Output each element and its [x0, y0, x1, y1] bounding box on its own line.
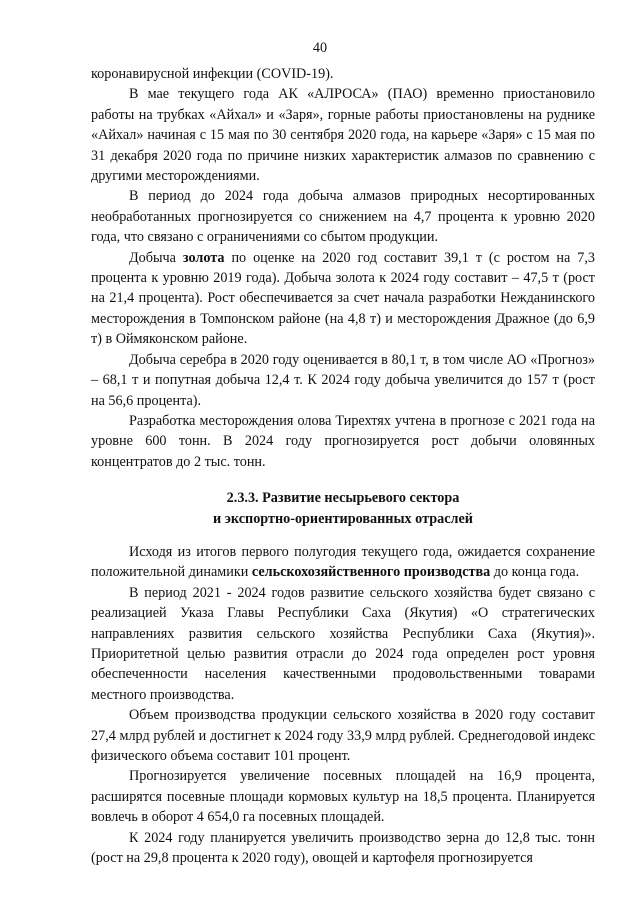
paragraph: В период 2021 - 2024 годов развитие сельского хозяйства будет связано с реализацией Указа Главы Республики Саха (Якутия) «О стратегических направлениях развития сельского хозяйства Республики Саха (Якутия)». Приоритетной целью развития отрасли до 2024 года определен рост уровня обеспеченности населения качественными продовольственными товарами местного производства. [91, 584, 595, 703]
text-run: Добыча [129, 249, 183, 266]
paragraph-silver: Добыча серебра в 2020 году оценивается в 80,1 т, в том числе АО «Прогноз» – 68,1 т и попутная добыча 12,4 т. К 2024 году добыча увеличится до 157 т (рост на 56,6 процента). [91, 351, 595, 409]
paragraph: К 2024 году планируется увеличить производство зерна до 12,8 тыс. тонн (рост на 29,8 процента к 2020 году), овощей и картофеля прогнозируется [91, 829, 595, 867]
bold-term-agriculture: сельскохозяйственного производства [251, 564, 491, 581]
heading-line: и экспортно-ориентированных отраслей [213, 510, 473, 527]
text-run: по оценке на 2020 год составит 39,1 т (с ростом на 7,3 процента к уровню 2019 года). Добыча золота к 2024 году составит – 47,5 т (рост на 21,4 процента). Рост обеспечивается за счет начала разработки Нежданинского месторождения в Томпонском районе (на 4,8 т) и месторождения Дражное (до 6,9 т) в Оймяконском районе. [91, 249, 595, 348]
page-number: 40 [312, 40, 328, 56]
paragraph: Прогнозируется увеличение посевных площадей на 16,9 процента, расширятся посевные площади кормовых культур на 18,5 процента. Планируется вовлечь в оборот 4 654,0 га посевных площадей. [91, 768, 595, 826]
text-run: до конца года. [490, 564, 580, 581]
paragraph-agri-intro [91, 542, 595, 583]
heading-line: 2.3.3. Развитие несырьевого сектора [226, 490, 460, 507]
paragraph: коронавирусной инфекции (COVID-19). [91, 66, 334, 82]
paragraph-gold [91, 248, 595, 350]
paragraph-tin: Разработка месторождения олова Тирехтях учтена в прогнозе с 2021 года на уровне 600 тонн. В 2024 году прогнозируется рост добычи оловянных концентратов до 2 тыс. тонн. [91, 412, 595, 470]
paragraph: В мае текущего года АК «АЛРОСА» (ПАО) временно приостановило работы на трубках «Айхал» и «Заря», горные работы приостановлены на руднике «Айхал» начиная с 15 мая по 30 сентября 2020 года, на карьере «Заря» с 15 мая по 31 декабря 2020 года по причине низких характеристик алмазов по сравнению с другими месторождениями. [91, 86, 595, 185]
section-heading [91, 488, 595, 529]
text-run: Исходя из итогов первого полугодия текущего года, ожидается сохранение положительной динамики [91, 543, 595, 581]
bold-term-gold: золота [182, 249, 225, 266]
paragraph: В период до 2024 года добыча алмазов природных несортированных необработанных прогнозируется со снижением на 4,7 процента к уровню 2020 года, что связано с ограничениями со сбытом продукции. [91, 188, 595, 246]
paragraph: Объем производства продукции сельского хозяйства в 2020 году составит 27,4 млрд рублей и достигнет к 2024 году 33,9 млрд рублей. Среднегодовой индекс физического объема составит 101 процент. [91, 707, 595, 764]
page-body [91, 64, 595, 868]
